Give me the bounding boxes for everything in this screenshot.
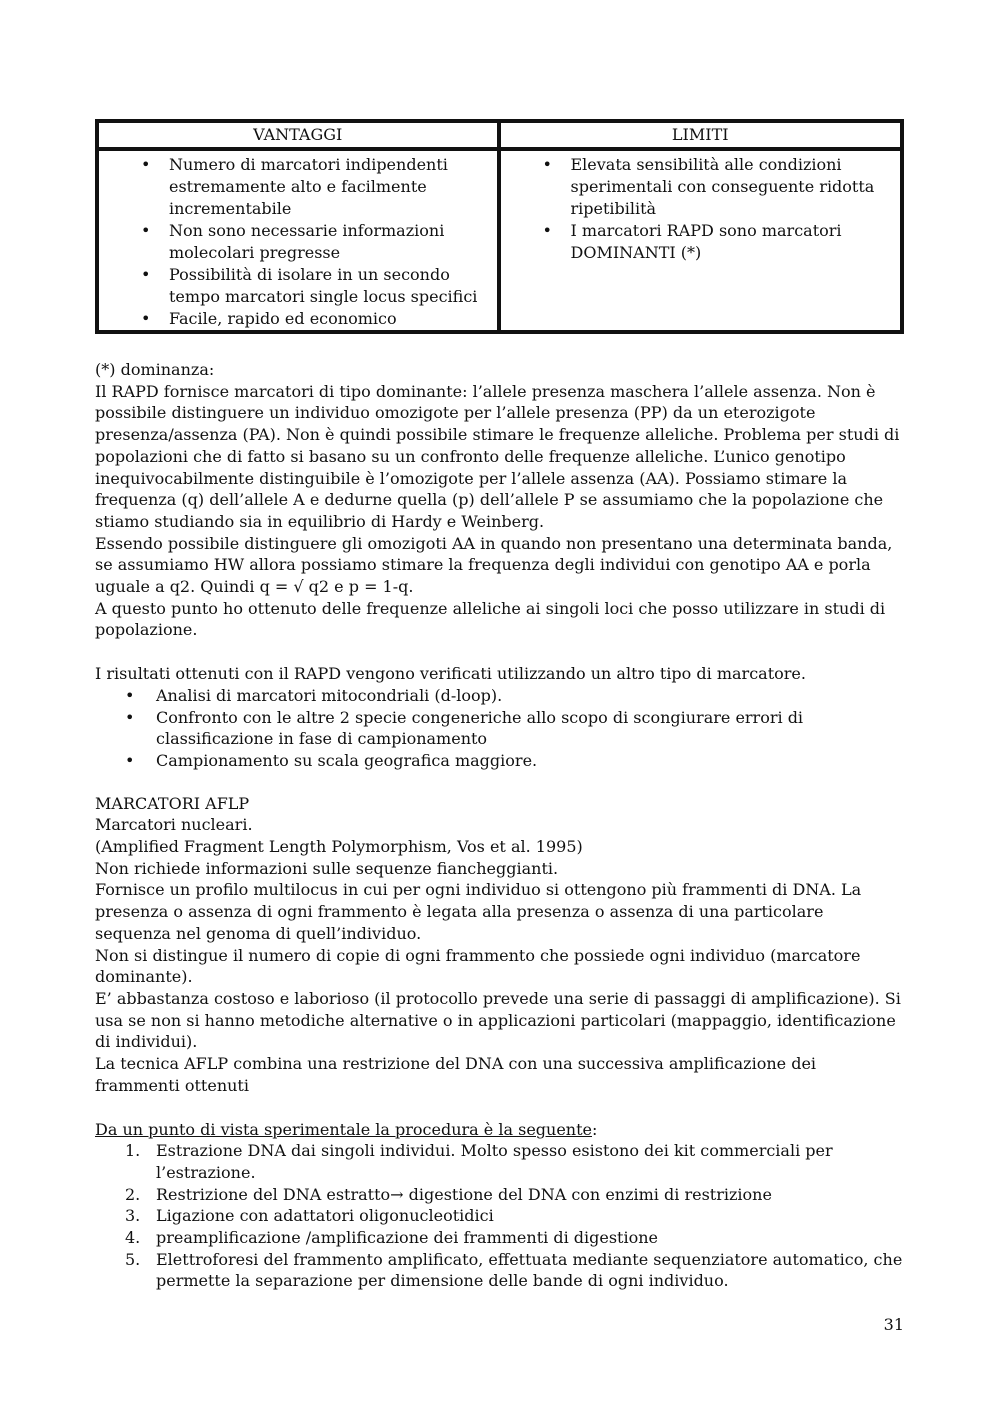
procedura-steps xyxy=(95,1140,904,1292)
vantaggi-cell xyxy=(98,150,500,331)
dominanza-paragraph: Essendo possibile distinguere gli omozigoti AA in quando non presentano una determinata banda, se assumiamo HW allora possiamo stimare la frequenza degli individui con genotipo AA e porla uguale a q2. Quindi q = √ q2 e p = 1-q. xyxy=(95,533,893,597)
vantaggi-item: • Numero di marcatori indipendenti estremamente alto e facilmente incrementabile xyxy=(169,154,491,220)
aflp-line: La tecnica AFLP combina una restrizione del DNA con una successiva amplificazione dei frammenti ottenuti xyxy=(95,1054,817,1095)
aflp-line: Non richiede informazioni sulle sequenze fiancheggianti. xyxy=(95,858,559,878)
procedura-step xyxy=(125,1205,904,1227)
aflp-line: E’ abbastanza costoso e laborioso (il protocollo prevede una serie di passaggi di amplificazione). Si usa se non si hanno metodiche alternative o in applicazioni particolari (mappaggio, identificazione di individui). xyxy=(95,988,901,1052)
verifica-item: • Confronto con le altre 2 specie congeneriche allo scopo di scongiurare errori di classificazione in fase di campionamento xyxy=(156,707,904,750)
verifica-item: • Analisi di marcatori mitocondriali (d-loop). xyxy=(156,685,904,707)
vantaggi-item: • Possibilità di isolare in un secondo tempo marcatori single locus specifici xyxy=(169,264,491,308)
aflp-line: (Amplified Fragment Length Polymorphism, Vos et al. 1995) xyxy=(95,837,583,857)
step-number: 5. xyxy=(125,1249,141,1269)
dominanza-heading: (*) dominanza: xyxy=(95,360,215,379)
aflp-line: Fornisce un profilo multilocus in cui per ogni individuo si ottengono più frammenti di DNA. La presenza o assenza di ogni frammento è legata alla presenza o assenza di una particolare sequenza nel genoma di quell’individuo. xyxy=(95,880,862,943)
dominanza-paragraph: A questo punto ho ottenuto delle frequenze alleliche ai singoli loci che posso utilizzare in studi di popolazione. xyxy=(95,598,886,640)
step-text: preamplificazione /amplificazione dei frammenti di digestione xyxy=(156,1228,658,1248)
step-number: 4. xyxy=(125,1228,141,1248)
verifica-list xyxy=(95,685,904,772)
header-vantaggi: VANTAGGI xyxy=(98,122,500,150)
dominanza-paragraph: Il RAPD fornisce marcatori di tipo dominante: l’allele presenza maschera l’allele assenza. Non è possibile distinguere un individuo omozigote per l’allele presenza (PP) da un eterozigote presenza/assenza (PA). Non è quindi possibile stimare le frequenze alleliche. Problema per studi di popolazioni che di fatto si basano su un confronto delle frequenze alleliche. L’unico genotipo inequivocabilmente distinguibile è l’omozigote per l’allele assenza (AA). Possiamo stimare la frequenza (q) dell’allele A e dedurne quella (p) dell’allele P se assumiamo che la popolazione che stiamo studiando sia in equilibrio di Hardy e Weinberg. xyxy=(95,381,900,531)
procedura-intro-suffix: : xyxy=(592,1119,598,1139)
limiti-item: • Elevata sensibilità alle condizioni sperimentali con conseguente ridotta ripetibilità xyxy=(571,154,895,220)
procedura-step xyxy=(125,1140,904,1183)
verifica-intro: I risultati ottenuti con il RAPD vengono verificati utilizzando un altro tipo di marcatore. xyxy=(95,664,806,684)
aflp-title: MARCATORI AFLP xyxy=(95,793,250,813)
vantaggi-list xyxy=(105,154,491,330)
procedura-intro-underlined: Da un punto di vista sperimentale la procedura è la seguente xyxy=(95,1119,592,1139)
step-text: Restrizione del DNA estratto→ digestione del DNA con enzimi di restrizione xyxy=(156,1184,772,1204)
comparison-table xyxy=(95,119,904,334)
page-number: 31 xyxy=(883,1315,904,1334)
vantaggi-item: • Non sono necessarie informazioni molecolari pregresse xyxy=(169,220,491,264)
step-number: 2. xyxy=(125,1184,141,1204)
aflp-line: Marcatori nucleari. xyxy=(95,815,253,835)
procedura-step xyxy=(125,1249,904,1292)
aflp-line: Non si distingue il numero di copie di ogni frammento che possiede ogni individuo (marcatore dominante). xyxy=(95,945,861,987)
header-limiti: LIMITI xyxy=(500,122,902,150)
procedura-intro xyxy=(95,1119,904,1141)
page-content xyxy=(95,119,904,1292)
step-text: Elettroforesi del frammento amplificato, effettuata mediante sequenziatore automatico, che permette la separazione per dimensione delle bande di ogni individuo. xyxy=(156,1249,903,1291)
step-number: 1. xyxy=(125,1141,141,1161)
procedura-step xyxy=(125,1184,904,1206)
limiti-list xyxy=(507,154,895,264)
step-text: Ligazione con adattatori oligonucleotidici xyxy=(156,1206,494,1226)
limiti-cell xyxy=(500,150,902,331)
limiti-item: • I marcatori RAPD sono marcatori DOMINANTI (*) xyxy=(571,220,895,264)
step-number: 3. xyxy=(125,1206,141,1226)
vantaggi-item: • Facile, rapido ed economico xyxy=(169,308,491,330)
verifica-item: • Campionamento su scala geografica maggiore. xyxy=(156,750,904,772)
procedura-step xyxy=(125,1227,904,1249)
step-text: Estrazione DNA dai singoli individui. Molto spesso esistono dei kit commerciali per l’estrazione. xyxy=(156,1141,833,1182)
